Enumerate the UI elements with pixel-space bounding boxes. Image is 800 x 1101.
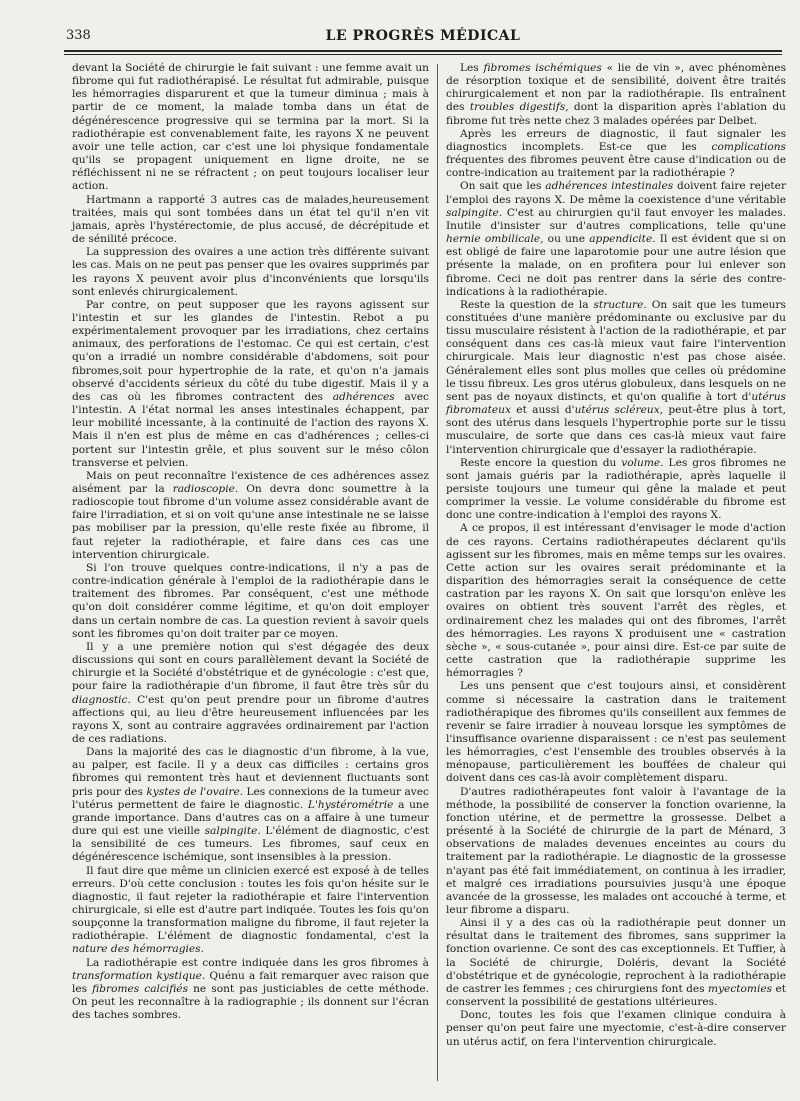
paragraph (446, 1009, 786, 1048)
text-run: Dans la majorité des cas le diagnostic d'un fibrome, à la vue, au palper, est facile. Il y a deux cas difficiles : certains gros fibromes qui remontent très haut et deviennent fluctuants sont pris pour des (72, 746, 429, 798)
paragraph (72, 299, 429, 470)
text-run: Les uns pensent que c'est toujours ainsi, et considèrent comme si nécessaire la castration dans le traitement radiothérapique des fibromes qu'ils conseillent aux femmes de revenir se faire irradier à nouveau lorsque les symptômes de l'insuffisance ovarienne disparaissent : ce n'est pas seulement les hémorragies, c'est l'ensemble des troubles observés à la ménopause, particulièrement les bouffées de chaleur qui doivent dans ces cas-là avoir complètement disparu. (446, 680, 786, 785)
text-run: fréquentes des fibromes peuvent être cause d'indication ou de contre-indication au traitement par la radiothérapie ? (446, 154, 786, 180)
paragraph (72, 62, 429, 194)
italic-run: utérus scléreux, (574, 404, 664, 417)
italic-run: volume. (621, 456, 664, 469)
text-run: Reste la question de la (460, 298, 594, 311)
text-run: avec l'intestin. A l'état normal les anses intestinales échappent, par leur mobilité incessante, à la continuité de l'action des rayons X. Mais il n'en est plus de même en cas d'adhérences ; celles-ci portent sur l'intestin grêle, et plus souvent sur le méso côlon transverse et pelvien. (72, 390, 429, 469)
text-run: La suppression des ovaires a une action très différente suivant les cas. Mais on ne peut pas penser que les ovaires supprimés par les rayons X peuvent avoir plus d'inconvénients que lorsqu'ils sont enlevés chirurgicalement. (72, 246, 429, 298)
text-run: « lie de vin », avec phénomènes de résorption toxique et de sensibilité, doivent être traités chirurgicalement et non par la radiothérapie. Ils entraînent des (446, 62, 787, 114)
paragraph (72, 957, 429, 1023)
text-run: Mais on peut reconnaître l'existence de ces adhérences assez aisément par la (72, 469, 429, 495)
text-run: La radiothérapie est contre indiquée dans les gros fibromes à (86, 956, 429, 969)
paragraph (446, 299, 786, 457)
paragraph (446, 62, 786, 128)
text-run: On sait que les (460, 180, 546, 193)
column-divider (437, 64, 438, 1081)
italic-run: utérus fibromateux (446, 390, 786, 417)
italic-run: adhérences intestinales (545, 180, 674, 193)
text-run: Il faut dire que même un clinicien exercé est exposé à de telles erreurs. D'où cette conclusion : toutes les fois qu'on hésite sur le diagnostic, il faut rejeter la radiothérapie et faire l'intervention chirurgicale, si elle est d'autre part indiquée. Toutes les fois qu'on soupçonne la transformation maligne du fibrome, il faut rejeter la radiothérapie. L'élément de diagnostic fondamental, c'est la (72, 864, 429, 943)
text-run: doivent faire rejeter l'emploi des rayons X. De même la coexistence d'une véritable (446, 180, 787, 206)
text-run: Reste encore la question du (460, 456, 622, 469)
text-run: Les connexions de la tumeur avec l'utérus permettent de faire le diagnostic. (72, 785, 429, 811)
paragraph (446, 457, 786, 523)
paragraph (446, 680, 786, 785)
italic-run: appendicite. (589, 233, 656, 246)
italic-run: salpingite. (446, 206, 503, 219)
paragraph (72, 562, 429, 641)
paragraph (446, 786, 786, 918)
italic-run: radioscopie. (172, 483, 239, 495)
paragraph (72, 194, 429, 247)
text-run: Quénu a fait remarquer avec raison que les (72, 969, 429, 995)
text-run: Hartmann a rapporté 3 autres cas de malades,heureusement traitées, mais qui sont tombées dans un état tel qu'il n'en vit jamais, après l'hystérectomie, de plus accusé, de décrépitude et de sénilité précoce. (72, 193, 429, 246)
paragraph (446, 917, 786, 1009)
paragraph (72, 246, 429, 299)
right-column (446, 62, 786, 1049)
text-run: Les (460, 62, 484, 74)
text-run: et conservent la possibilité de gestations ultérieures. (446, 982, 786, 1009)
paragraph (72, 641, 429, 746)
italic-run: salpingite. (204, 825, 261, 838)
text-run: ne sont pas justiciables de cette méthode. On peut les reconnaître à la radiographie ; ils donnent sur l'écran des taches sombres. (72, 982, 430, 1022)
text-run: Les gros fibromes ne sont jamais guéris par la radiothérapie, après laquelle il persiste toujours une tumeur qui gêne la malade et peut comprimer la vessie. Le volume considérable du fibrome est donc une contre-indication à l'emploi des rayons X. (446, 456, 786, 522)
italic-run: fibromes calcifiés (92, 982, 189, 995)
italic-run: diagnostic. (72, 693, 131, 706)
text-run: Donc, toutes les fois que l'examen clinique conduira à penser qu'on peut faire une myectomie, c'est-à-dire conserver un utérus actif, on fera l'intervention chirurgicale. (446, 1009, 786, 1048)
text-run: On devra donc soumettre à la radioscopie tout fibrome d'un volume assez considérable avant de faire l'irradiation, et si on voit qu'une anse intestinale ne se laisse pas mobiliser par la pression, qu'elle reste fixée au fibrome, il faut rejeter la radiothérapie, et faire dans ces cas une intervention chirurgicale. (72, 483, 429, 561)
italic-run: nature des hémorragies. (72, 943, 204, 956)
text-run: peut-être plus à tort, sont des utérus dans lesquels l'hypertrophie porte sur le tissu musculaire, de sorte que dans ces cas-là mieux vaut faire l'intervention chirurgicale que d'essayer la radiothérapie. (446, 404, 786, 456)
left-column (72, 62, 429, 1022)
journal-title: LE PROGRÈS MÉDICAL (325, 28, 521, 44)
paragraph (446, 180, 786, 298)
text-run: Ainsi il y a des cas où la radiothérapie peut donner un résultat dans le traitement des fibromes, sans supprimer la fonction ovarienne. Ce sont des cas exceptionnels. Et Tuffier, à la Société de chirurgie, Doléris, devant la Société d'obstétrique et de gynécologie, reprochent à la radiothérapie de castrer les femmes ; ces chirurgiens font des (446, 917, 786, 995)
page-header (66, 28, 780, 50)
italic-run: structure. (593, 298, 647, 311)
italic-run: myectomies (708, 982, 773, 995)
italic-run: transformation kystique. (72, 969, 206, 982)
text-run: ou une (543, 233, 590, 246)
italic-run: hernie ombilicale, (446, 233, 544, 246)
italic-run: kystes de l'ovaire. (146, 785, 244, 798)
text-run: Par contre, on peut supposer que les rayons agissent sur l'intestin et sur les glandes de l'intestin. Rebot a pu expérimentalement provoquer par les irradiations, chez certains animaux, des perforations de l'estomac. Ce qui est certain, c'est qu'on a irradié un nombre considérable d'abdomens, soit pour fibromes,soit pour hypertrophie de la rate, et qu'on n'a jamais observé d'accidents sérieux du côté du tube digestif. Mais il y a des cas où les fibromes contractent des (72, 298, 429, 403)
italic-run: adhérences (332, 390, 395, 403)
text-run: C'est au chirurgien qu'il faut envoyer les malades. Inutile d'insister sur d'autres complications, telle qu'une (446, 206, 786, 232)
header-rule (64, 50, 782, 55)
paragraph (72, 746, 429, 864)
italic-run: fibromes ischémiques (483, 62, 602, 74)
text-run: Après les erreurs de diagnostic, il faut signaler les diagnostics incomplets. Est-ce que les (446, 127, 786, 153)
text-run: L'élément de diagnostic, c'est la sensibilité de ces tumeurs. Les fibromes, sauf ceux en dégénérescence ischémique, sont insensibles à la pression. (72, 825, 429, 864)
text-run: C'est qu'on peut prendre pour un fibrome d'autres affections qui, au lieu d'être heureusement influencées par les rayons X, sont au contraire aggravées ordinairement par l'action de ces radiations. (72, 693, 429, 745)
paragraph (72, 865, 429, 957)
page-number: 338 (66, 28, 91, 43)
paragraph (446, 128, 786, 181)
text-run: dont la disparition après l'ablation du fibrome fut très nette chez 3 malades opérées par Delbet. (446, 101, 786, 127)
text-run: On sait que les tumeurs constituées d'une manière prédominante ou exclusive par du tissu musculaire résistent à l'action de la radiothérapie, et par conséquent dans ces cas-là mieux vaut faire l'intervention chirurgicale. Mais leur diagnostic n'est pas chose aisée. Généralement elles sont plus molles que celles où prédomine le tissu fibreux. Les gros utérus globuleux, dans lesquels on ne sent pas de noyaux distincts, et qu'on qualifie à tort d' (446, 298, 786, 403)
paragraph (72, 470, 429, 562)
italic-run: L'hystérométrie (307, 798, 394, 811)
text-run: et aussi d' (510, 404, 575, 417)
italic-run: troubles digestifs, (469, 101, 569, 114)
text-run: A ce propos, il est intéressant d'envisager le mode d'action de ces rayons. Certains radiothérapeutes déclarent qu'ils agissent sur les fibromes, mais en même temps sur les ovaires. Cette action sur les ovaires serait prédominante et la disparition des hémorragies serait la conséquence de cette castration par les rayons X. On sait que lorsqu'on enlève les ovaires on obtient très souvent l'arrêt des règles, et ordinairement chez les malades qui ont des fibromes, l'arrêt des hémorragies. Les rayons X produisent une « castration sèche », « sous-cutanée », pour ainsi dire. Est-ce par suite de cette castration que la radiothérapie supprime les hémorragies ? (446, 522, 786, 680)
text-run: Si l'on trouve quelques contre-indications, il n'y a pas de contre-indication générale à l'emploi de la radiothérapie dans le traitement des fibromes. Par conséquent, c'est une méthode qu'on doit considérer comme légitime, et qu'on doit employer dans un certain nombre de cas. La question revient à savoir quels sont les fibromes qu'on doit traiter par ce moyen. (72, 561, 429, 640)
text-run: devant la Société de chirurgie le fait suivant : une femme avait un fibrome qui fut radiothérapisé. Le résultat fut admirable, puisque les hémorragies disparurent et que la tumeur diminua ; mais à partir de ce moment, la malade tomba dans un état de dégénérescence progressive qui se termina par la mort. Si la radiothérapie est convenablement faite, les rayons X ne peuvent avoir une telle action, car c'est une loi physique fondamentale qu'ils se propagent uniquement en ligne droite, ne se réfléchissent ni ne se réfractent ; on peut toujours localiser leur action. (72, 62, 429, 193)
text-run: D'autres radiothérapeutes font valoir à l'avantage de la méthode, la possibilité de conserver la fonction ovarienne, la fonction utérine, et de permettre la grossesse. Delbet a présenté à la Société de chirurgie de la part de Ménard, 3 observations de malades devenues enceintes au cours du traitement par la radiothérapie. Le diagnostic de la grossesse n'ayant pas été fait immédiatement, on continua à les irradier, et malgré ces irradiations poursuivies jusqu'à une époque avancée de la grossesse, les malades ont accouché à terme, et leur fibrome a disparu. (446, 785, 786, 916)
text-run: a une grande importance. Dans d'autres cas on a affaire à une tumeur dure qui est une vieille (72, 798, 429, 838)
italic-run: complications (711, 140, 786, 153)
text-run: Il est évident que si on est obligé de faire une laparotomie pour une autre lésion que présente la malade, on en profitera pour lui enlever son fibrome. Ceci ne doit pas rentrer dans la série des contre-indications à la radiothérapie. (446, 233, 786, 298)
text-run: Il y a une première notion qui s'est dégagée des deux discussions qui sont en cours parallèlement devant la Société de chirurgie et la Société d'obstétrique et de gynécologie : c'est que, pour faire la radiothérapie d'un fibrome, il faut être très sûr du (72, 640, 429, 693)
paragraph (446, 522, 786, 680)
